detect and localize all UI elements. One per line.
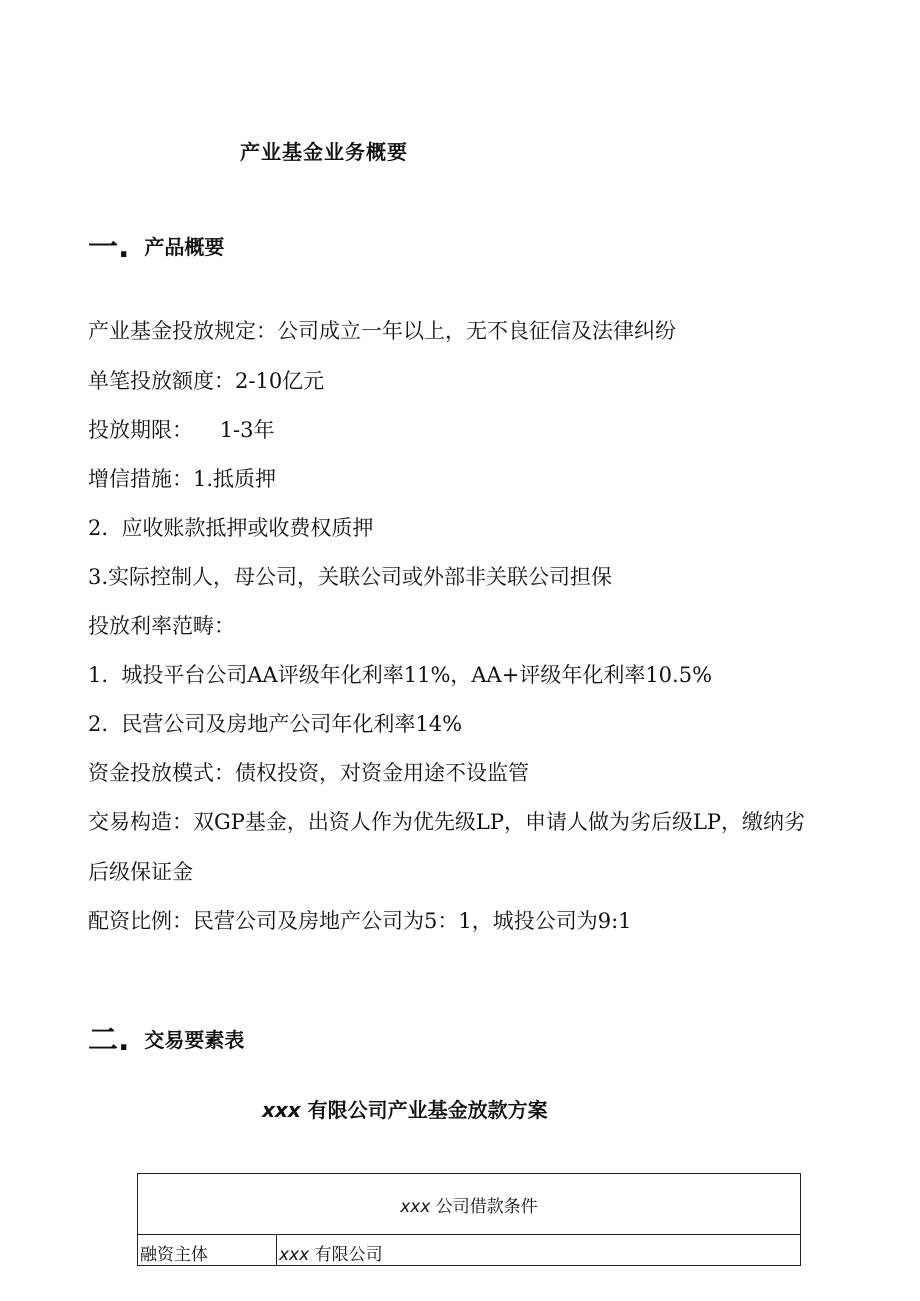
paragraph-line: 配资比例：民营公司及房地产公司为5：1，城投公司为9:1 <box>88 909 632 933</box>
table-row <box>138 1235 801 1266</box>
section-number: 一. <box>88 230 130 265</box>
paragraph-line: 2. 民营公司及房地产公司年化利率14% <box>88 712 463 736</box>
paragraph-line: 投放期限： 1-3年 <box>88 418 275 442</box>
paragraph-line: 交易构造：双GP基金，出资人作为优先级LP，申请人做为劣后级LP，缴纳劣 <box>88 810 806 834</box>
paragraph-line: 单笔投放额度：2-10亿元 <box>88 369 325 393</box>
table-header-text: 公司借款条件 <box>435 1196 538 1217</box>
section-title: 交易要素表 <box>144 1028 245 1052</box>
section-heading-transaction-elements <box>88 1015 244 1059</box>
plan-title-rest: 有限公司产业基金放款方案 <box>307 1098 548 1122</box>
value-text: 有限公司 <box>314 1245 383 1265</box>
paragraph-line: 投放利率范畴： <box>88 614 235 638</box>
paragraph-line: 3.实际控制人，母公司，关联公司或外部非关联公司担保 <box>88 565 613 589</box>
paragraph-line: 后级保证金 <box>88 860 193 884</box>
table-header <box>138 1174 801 1235</box>
table-cell-label: 融资主体 <box>138 1235 277 1266</box>
paragraph-line: 资金投放模式：债权投资，对资金用途不设监管 <box>88 761 529 785</box>
value-prefix: xxx <box>279 1245 310 1265</box>
paragraph-line: 1. 城投平台公司AA评级年化利率11%，AA+评级年化利率10.5% <box>88 663 713 687</box>
table-cell-value <box>277 1235 801 1266</box>
section-heading-product-overview <box>88 222 224 266</box>
plan-title <box>262 1094 548 1123</box>
paragraph-line: 产业基金投放规定：公司成立一年以上，无不良征信及法律纠纷 <box>88 319 676 343</box>
section-number: 二. <box>88 1023 130 1058</box>
document-title: 产业基金业务概要 <box>240 140 408 164</box>
paragraph-line: 2. 应收账款抵押或收费权质押 <box>88 516 374 540</box>
loan-terms-table <box>137 1173 801 1266</box>
plan-title-prefix: xxx <box>262 1098 301 1122</box>
section-title: 产品概要 <box>144 235 225 259</box>
paragraph-line: 增信措施：1.抵质押 <box>88 467 277 491</box>
table-header-prefix: xxx <box>400 1196 431 1217</box>
